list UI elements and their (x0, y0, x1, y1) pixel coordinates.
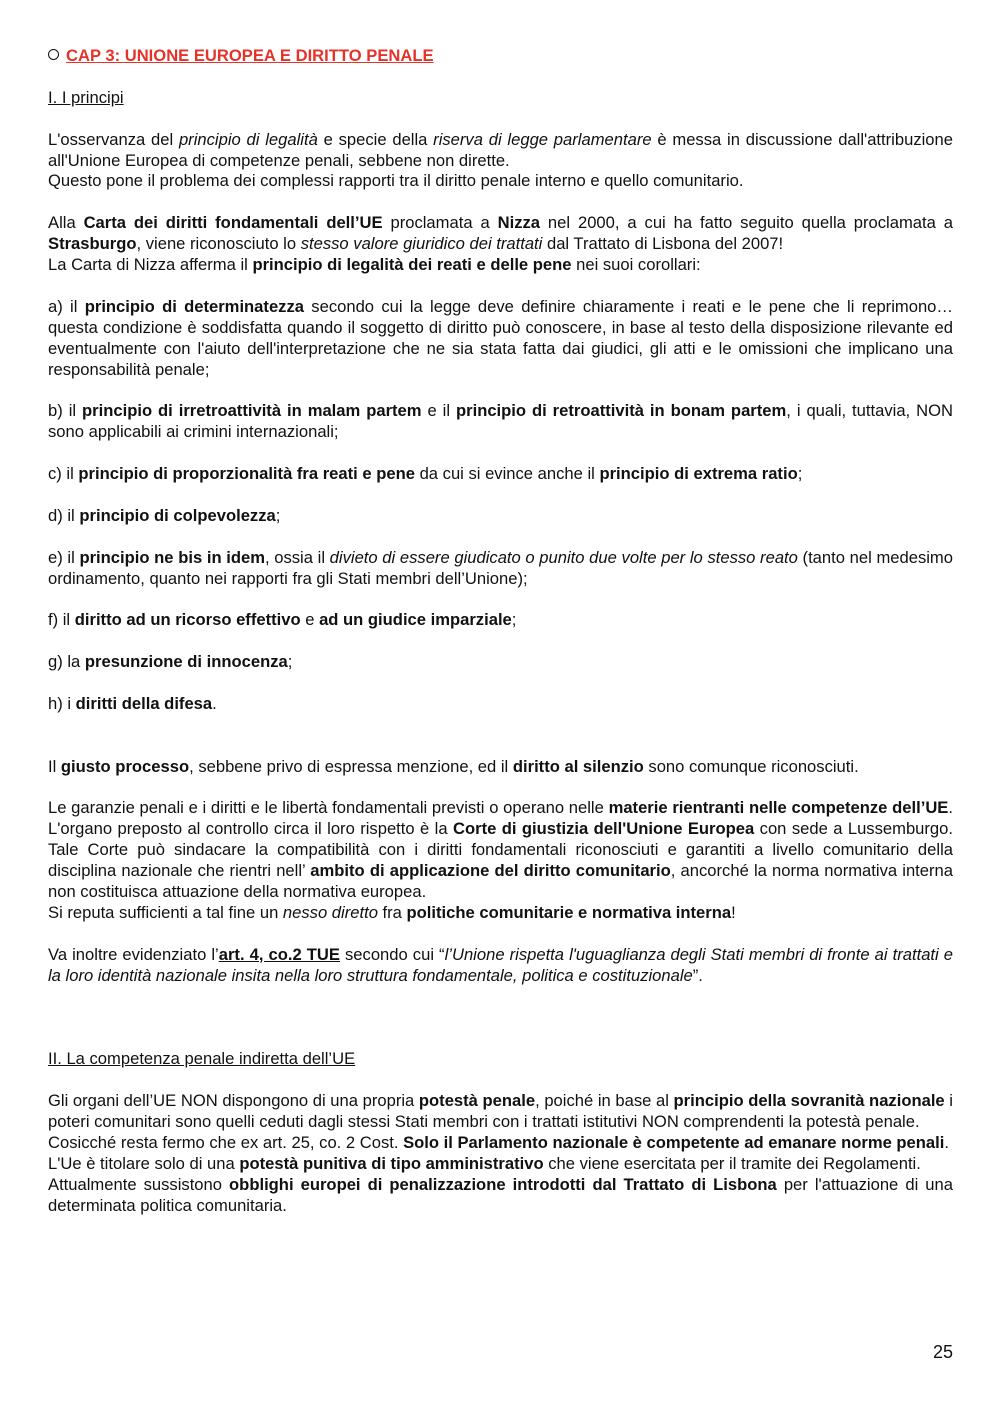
section-title-principi: I. I principi (48, 87, 124, 107)
page-number: 25 (932, 1342, 953, 1362)
list-item-b: b) il principio di irretroattività in malam partem e il principio di retroattività in bonam partem, i quali, tuttavia, NON sono applicabili ai crimini internazionali; (48, 401, 953, 442)
list-item-a: a) il principio di determinatezza secondo cui la legge deve definire chiaramente i reati e le pene che li reprimono… questa condizione è soddisfatta quando il soggetto di diritto può conoscere, in base al testo della disposizione rilevante ed eventualmente con l'aiuto dell'interpretazione che ne sia stata fatta dai giudici, gli atti e le omissioni che implicano una responsabilità penale; (48, 296, 953, 379)
paragraph-art4-tue: Va inoltre evidenziato l’art. 4, co.2 TUE secondo cui “l’Unione rispetta l'uguaglianza degli Stati membri di fronte ai trattati e la loro identità nazionale insita nella loro struttura fondamentale, politica e costituzionale”. (48, 944, 954, 985)
paragraph-nesso-diretto: Si reputa sufficienti a tal fine un nesso diretto fra politiche comunitarie e normativa interna! (48, 902, 736, 922)
paragraph-garanzie: Le garanzie penali e i diritti e le libertà fondamentali previsti o operano nelle materie rientranti nelle competenze dell’UE. L'organo preposto al controllo circa il loro rispetto è la Corte di giustizia dell'Unione Europea con sede a Lussemburgo. Tale Corte può sindacare la compatibilità con i diritti fondamentali riconosciuti e garantiti a livello comunitario della disciplina nazionale che rientri nell’ ambito di applicazione del diritto comunitario, ancorché la norma normativa interna non costituisca attuazione della normativa europea. (48, 798, 954, 902)
paragraph-parlamento: Cosicché resta fermo che ex art. 25, co. 2 Cost. Solo il Parlamento nazionale è competente ad emanare norme penali. (48, 1132, 950, 1152)
document-page (48, 46, 953, 1216)
paragraph-potesta-amministrativa: L'Ue è titolare solo di una potestà punitiva di tipo amministrativo che viene esercitata per il tramite dei Regolamenti. (48, 1153, 921, 1173)
circle-bullet-icon (48, 49, 59, 60)
list-item-h: h) i diritti della difesa. (48, 693, 217, 713)
paragraph-obblighi: Attualmente sussistono obblighi europei di penalizzazione introdotti dal Trattato di Lisbona per l'attuazione di una determinata politica comunitaria. (48, 1174, 953, 1215)
list-item-c: c) il principio di proporzionalità fra reati e pene da cui si evince anche il principio di extrema ratio; (48, 464, 803, 484)
paragraph-corollari: La Carta di Nizza afferma il principio di legalità dei reati e delle pene nei suoi corollari: (48, 255, 701, 275)
paragraph-legalita: L'osservanza del principio di legalità e specie della riserva di legge parlamentare è messa in discussione dall'attribuzione all'Unione Europea di competenze penali, sebbene non dirette. (48, 129, 953, 170)
list-item-e: e) il principio ne bis in idem, ossia il divieto di essere giudicato o punito due volte per lo stesso reato (tanto nel medesimo ordinamento, quanto nei rapporti fra gli Stati membri dell’Unione); (48, 547, 953, 588)
section-title-competenza: II. La competenza penale indiretta dell’UE (48, 1049, 356, 1069)
paragraph-potesta-penale: Gli organi dell’UE NON dispongono di una propria potestà penale, poiché in base al principio della sovranità nazionale i poteri comunitari sono quelli ceduti dagli stessi Stati membri con i trattati istitutivi NON comprendenti la potestà penale. (48, 1091, 953, 1131)
chapter-title: CAP 3: UNIONE EUROPEA E DIRITTO PENALE (66, 46, 434, 65)
list-item-d: d) il principio di colpevolezza; (48, 505, 281, 525)
chapter-heading (48, 46, 953, 67)
paragraph-rapporti: Questo pone il problema dei complessi rapporti tra il diritto penale interno e quello comunitario. (48, 171, 744, 191)
paragraph-carta-nizza: Alla Carta dei diritti fondamentali dell’UE proclamata a Nizza nel 2000, a cui ha fatto seguito quella proclamata a Strasburgo, viene riconosciuto lo stesso valore giuridico dei trattati dal Trattato di Lisbona del 2007! (48, 213, 953, 254)
list-item-f: f) il diritto ad un ricorso effettivo e ad un giudice imparziale; (48, 610, 517, 630)
list-item-g: g) la presunzione di innocenza; (48, 652, 293, 672)
paragraph-giusto-processo: Il giusto processo, sebbene privo di espressa menzione, ed il diritto al silenzio sono comunque riconosciuti. (48, 756, 859, 776)
